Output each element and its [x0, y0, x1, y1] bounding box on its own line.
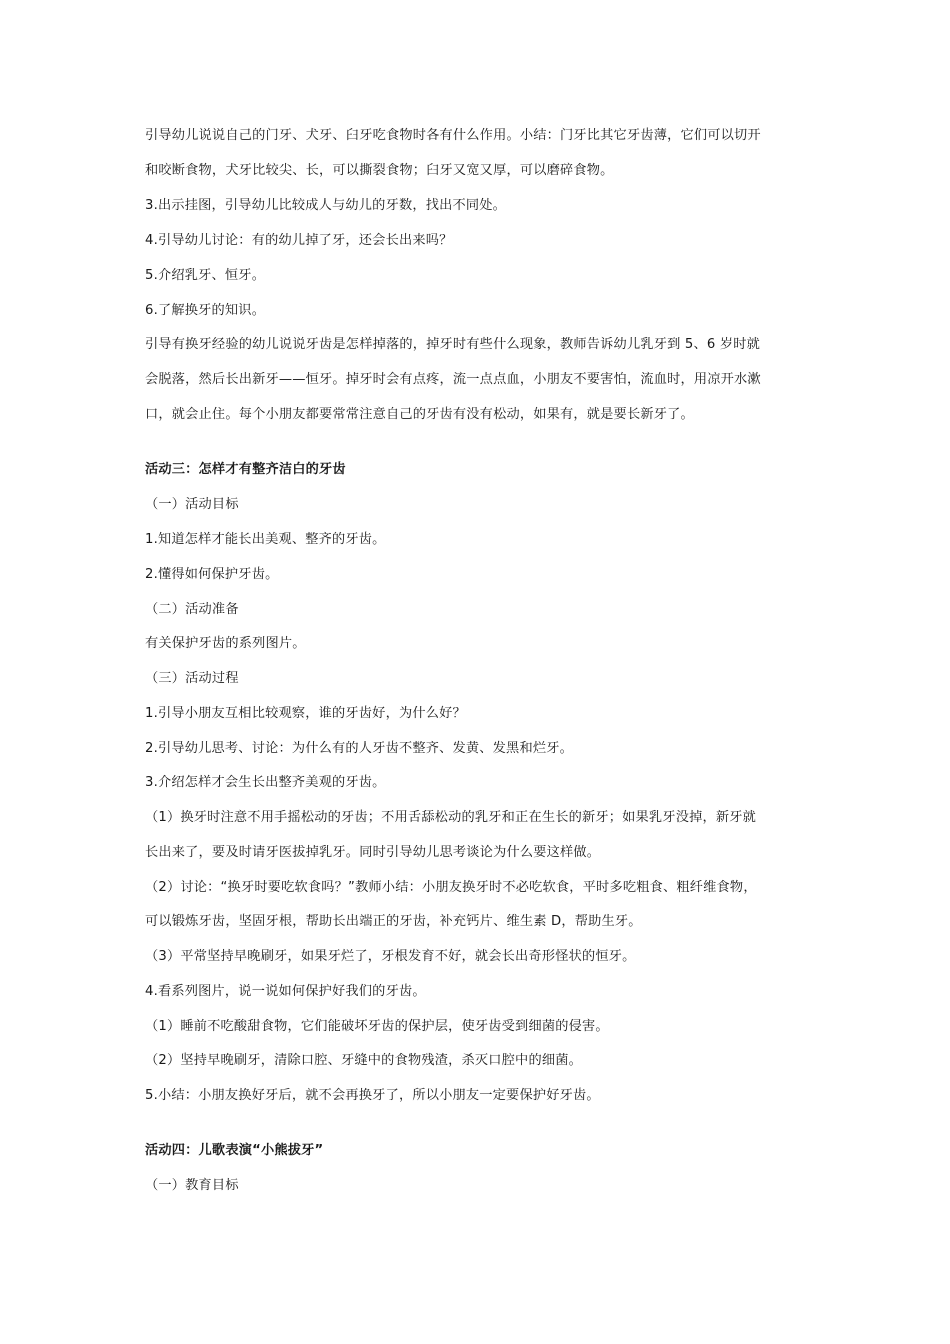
list-item: 3.出示挂图，引导幼儿比较成人与幼儿的牙数，找出不同处。 [145, 198, 507, 213]
paragraph-line: 引导有换牙经验的幼儿说说牙齿是怎样掉落的，掉牙时有些什么现象，教师告诉幼儿乳牙到 5、6 岁时就 [145, 337, 761, 352]
section-heading: 活动四：儿歌表演“小熊拔牙” [145, 1143, 324, 1158]
list-item: 4.看系列图片，说一说如何保护好我们的牙齿。 [145, 984, 426, 999]
list-item: 1.引导小朋友互相比较观察，谁的牙齿好，为什么好？ [145, 706, 466, 721]
paragraph-line: （1）睡前不吃酸甜食物，它们能破坏牙齿的保护层，使牙齿受到细菌的侵害。 [145, 1019, 609, 1034]
subsection-heading: （二）活动准备 [145, 602, 239, 617]
paragraph-line: 有关保护牙齿的系列图片。 [145, 636, 306, 651]
subsection-heading: （一）教育目标 [145, 1178, 239, 1193]
paragraph-line: 会脱落，然后长出新牙——恒牙。掉牙时会有点疼，流一点点血，小朋友不要害怕，流血时，用凉开水漱 [145, 372, 761, 387]
paragraph-line: （1）换牙时注意不用手摇松动的牙齿；不用舌舔松动的乳牙和正在生长的新牙；如果乳牙没掉，新牙就 [145, 810, 757, 825]
paragraph-line: 可以锻炼牙齿，坚固牙根，帮助长出端正的牙齿，补充钙片、维生素 D，帮助生牙。 [145, 914, 642, 929]
list-item: 5.介绍乳牙、恒牙。 [145, 268, 266, 283]
list-item: 1.知道怎样才能长出美观、整齐的牙齿。 [145, 532, 386, 547]
list-item: 5.小结：小朋友换好牙后，就不会再换牙了，所以小朋友一定要保护好牙齿。 [145, 1088, 600, 1103]
paragraph-line: （3）平常坚持早晚刷牙，如果牙烂了，牙根发育不好，就会长出奇形怪状的恒牙。 [145, 949, 636, 964]
list-item: 2.引导幼儿思考、讨论：为什么有的人牙齿不整齐、发黄、发黑和烂牙。 [145, 741, 573, 756]
paragraph-line: 和咬断食物，犬牙比较尖、长，可以撕裂食物；臼牙又宽又厚，可以磨碎食物。 [145, 163, 614, 178]
list-item: 3.介绍怎样才会生长出整齐美观的牙齿。 [145, 775, 386, 790]
list-item: 4.引导幼儿讨论：有的幼儿掉了牙，还会长出来吗？ [145, 233, 453, 248]
subsection-heading: （三）活动过程 [145, 671, 239, 686]
paragraph-line: （2）坚持早晚刷牙，清除口腔、牙缝中的食物残渣，杀灭口腔中的细菌。 [145, 1053, 582, 1068]
paragraph-line: （2）讨论：“换牙时要吃软食吗？”教师小结：小朋友换牙时不必吃软食，平时多吃粗食、粗纤维食物， [145, 880, 757, 895]
paragraph-line: 引导幼儿说说自己的门牙、犬牙、臼牙吃食物时各有什么作用。小结：门牙比其它牙齿薄，它们可以切开 [145, 128, 761, 143]
list-item: 2.懂得如何保护牙齿。 [145, 567, 279, 582]
subsection-heading: （一）活动目标 [145, 497, 239, 512]
section-heading: 活动三：怎样才有整齐洁白的牙齿 [145, 462, 346, 477]
list-item: 6.了解换牙的知识。 [145, 303, 266, 318]
paragraph-line: 长出来了，要及时请牙医拔掉乳牙。同时引导幼儿思考谈论为什么要这样做。 [145, 845, 601, 860]
paragraph-line: 口，就会止住。每个小朋友都要常常注意自己的牙齿有没有松动，如果有，就是要长新牙了。 [145, 407, 694, 422]
